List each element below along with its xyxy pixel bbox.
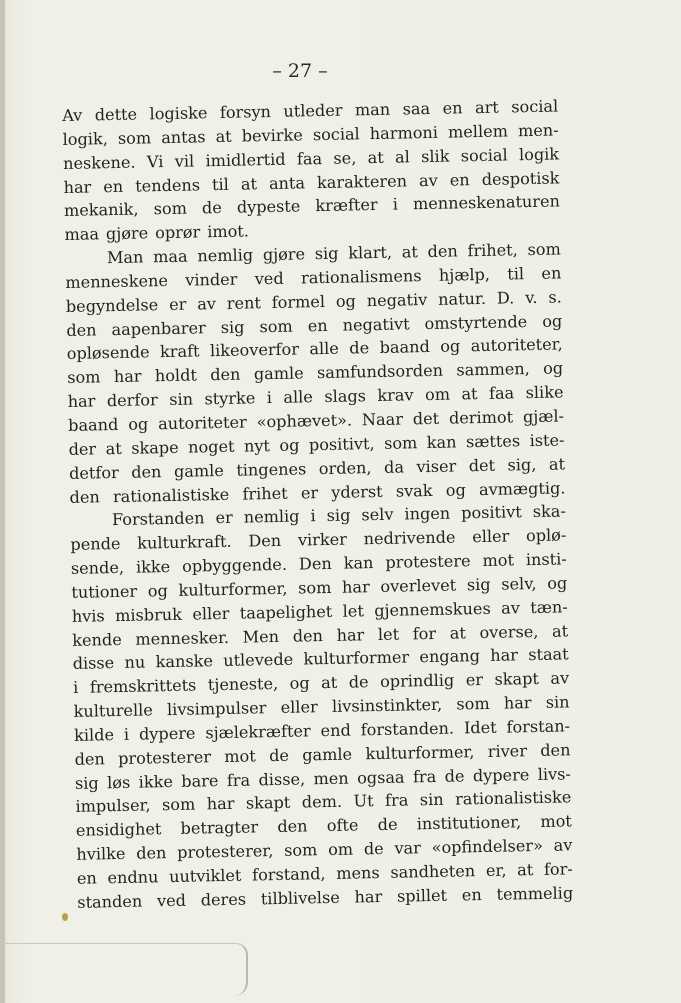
- text-line: kilde i dypere sjælekræfter end forstanden. Idet forstan-: [73, 716, 571, 745]
- text-line: har derfor sin styrke i alle slags krav om at faa slike: [67, 382, 564, 412]
- text-line: mekanik, som de dypeste kræfter i menneskenaturen: [63, 191, 561, 221]
- text-line: begyndelse er av rent formel og negativ natur. D. v. s.: [65, 287, 562, 316]
- text-line: kende mennesker. Men den har let for at overse, at: [72, 620, 569, 650]
- text-line: disse nu kanske utlevede kulturformer engang har staat: [72, 644, 569, 674]
- binding-edge: [0, 0, 5, 1003]
- text-line: som har holdt den gamle samfundsorden sammen, og: [67, 358, 564, 388]
- text-line: baand og autoriteter «ophævet». Naar det derimot gjæl-: [67, 406, 565, 435]
- text-line: der at skape noget nyt og positivt, som kan sættes iste-: [68, 430, 565, 459]
- text-line: standen ved deres tilblivelse har spillet en temmelig: [77, 883, 574, 912]
- text-line: Av dette logiske forsyn utleder man saa en art social: [62, 96, 559, 125]
- text-line: neskene. Vi vil imidlertid faa se, at al slik social logik: [62, 144, 560, 173]
- ink-spot: [62, 913, 68, 921]
- text-line: hvilke den protesterer, som om de var «opfindelser» av: [76, 835, 573, 865]
- text-line: en endnu uutviklet forstand, mens sandheten er, at for-: [76, 859, 573, 888]
- text-line: den aapenbarer sig som en negativt omstyrtende og: [66, 311, 563, 340]
- body-text: [62, 94, 573, 914]
- text-line: kulturelle livsimpulser eller livsinstinkter, som har sin: [73, 692, 570, 721]
- text-line: logik, som antas at bevirke social harmoni mellem men-: [62, 120, 559, 149]
- text-line: ensidighet betragter den ofte de institutioner, mot: [75, 811, 572, 841]
- text-line: har en tendens til at anta karakteren av en despotisk: [63, 167, 560, 197]
- text-line: i fremskrittets tjeneste, og at de oprindlig er skapt av: [73, 668, 570, 698]
- text-line: detfor den gamle tingenes orden, da viser det sig, at: [68, 454, 566, 483]
- text-line: pende kulturkraft. Den virker nedrivende eller oplø-: [70, 525, 567, 555]
- text-line: den rationalistiske frihet er yderst svak og avmægtig.: [69, 477, 566, 507]
- paper-slip: [0, 943, 248, 996]
- text-line: opløsende kraft likeoverfor alle de baand og autoriteter,: [66, 334, 563, 364]
- text-line: menneskene vinder ved rationalismens hjælp, til en: [65, 263, 562, 292]
- text-line: sig løs ikke bare fra disse, men ogsaa fra de dypere livs-: [74, 763, 572, 793]
- text-line: tutioner og kulturformer, som har overlevet sig selv, og: [71, 573, 568, 602]
- text-line: Forstanden er nemlig i sig selv ingen positivt ska-: [111, 501, 566, 530]
- text-line: sende, ikke opbyggende. Den kan protestere mot insti-: [70, 549, 567, 578]
- text-line: den protesterer mot de gamle kulturformer, river den: [74, 740, 571, 769]
- text-line: maa gjøre oprør imot.: [64, 221, 250, 245]
- text-line: impulser, som har skapt dem. Ut fra sin rationalistiske: [75, 787, 572, 817]
- text-line: Man maa nemlig gjøre sig klart, at den frihet, som: [106, 239, 561, 268]
- page-number: – 27 –: [272, 60, 328, 82]
- text-line: hvis misbruk eller taapelighet let gjennemskues av tæn-: [71, 597, 568, 626]
